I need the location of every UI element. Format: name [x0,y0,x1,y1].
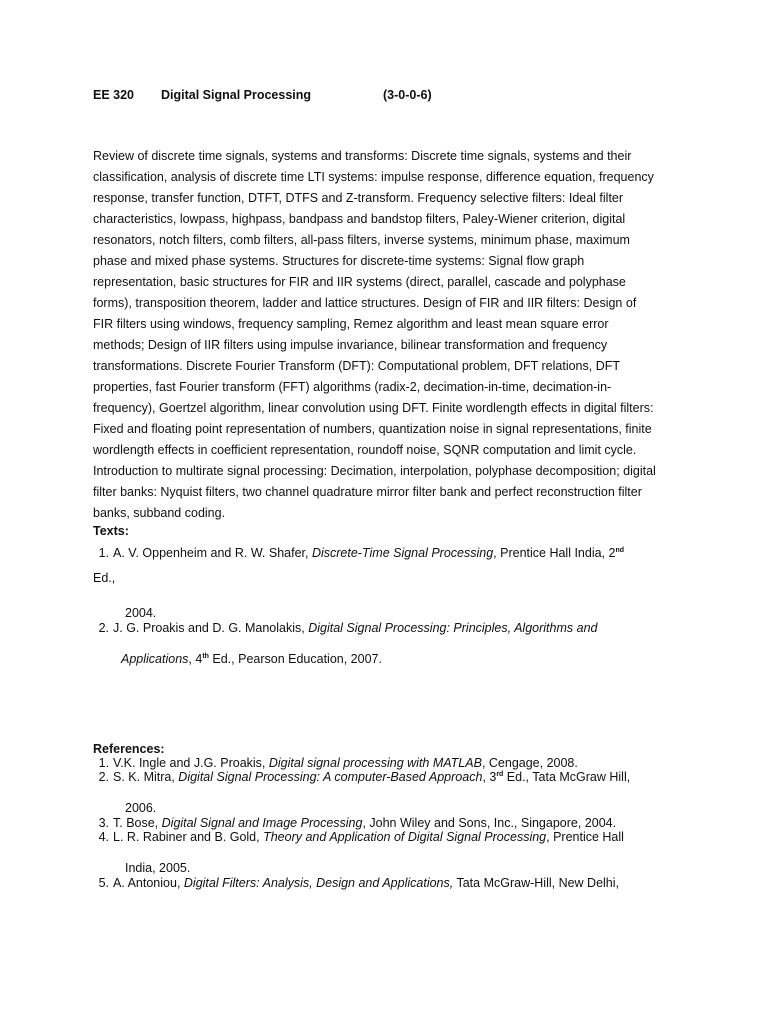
text-item-2 [93,621,597,635]
syllabus-line: forms), transposition theorem, ladder and lattice structures. Design of FIR and IIR filters: Design of [93,296,637,310]
reference-authors: A. Antoniou, [113,876,184,890]
text-item-publisher: , Prentice Hall India, 2 [493,546,616,560]
reference-publisher: , Prentice Hall [546,830,624,844]
reference-number: 2. [98,770,109,784]
syllabus-line: FIR filters using windows, frequency sampling, Remez algorithm and least mean square error [93,317,609,331]
syllabus-line: wordlength effects in coefficient representation, roundoff noise, SQNR computation and limit cycle. [93,443,637,457]
text-item-edition: , 4 [188,652,203,666]
syllabus-line: Fixed and floating point representation of numbers, quantization noise in signal representations, finite [93,422,652,436]
syllabus-line: banks, subband coding. [93,506,226,520]
text-item-authors: J. G. Proakis and D. G. Manolakis, [113,621,309,635]
reference-publisher: Ed., Tata McGraw Hill, [503,770,631,784]
course-credits: (3-0-0-6) [383,88,432,102]
text-item-1-year: 2004. [125,606,157,620]
text-item-book: Discrete-Time Signal Processing [311,546,494,560]
texts-heading: Texts: [93,524,129,538]
text-item-number: 2. [98,621,109,635]
syllabus-line: transformations. Discrete Fourier Transform (DFT): Computational problem, DFT relations, DFT [93,359,620,373]
reference-publisher: , John Wiley and Sons, Inc., Singapore, 2004. [362,816,617,830]
syllabus-line: response, transfer function, DTFT, DTFS and Z-transform. Frequency selective filters: Ideal filter [93,191,624,205]
text-item-1-continued: Ed., [93,571,116,585]
reference-number: 4. [98,830,109,844]
reference-item-3 [93,816,616,830]
text-item-book: Digital Signal Processing: Principles, Algorithms and [308,621,598,635]
text-item-publisher: Ed., Pearson Education, 2007. [208,652,382,666]
reference-publisher: , Cengage, 2008. [481,756,578,770]
reference-book: Digital Signal and Image Processing [161,816,363,830]
reference-book: Digital signal processing with MATLAB [268,756,482,770]
reference-item-2-year: 2006. [125,801,157,815]
reference-book: Theory and Application of Digital Signal Processing [263,830,547,844]
text-item-superscript: nd [615,546,625,554]
syllabus-line: frequency), Goertzel algorithm, linear convolution using DFT. Finite wordlength effects in digital filters: [93,401,654,415]
text-item-authors: A. V. Oppenheim and R. W. Shafer, [113,546,312,560]
syllabus-line: phase and mixed phase systems. Structures for discrete-time systems: Signal flow graph [93,254,585,268]
reference-item-1 [93,756,578,770]
reference-publisher: Tata McGraw-Hill, New Delhi, [453,876,620,890]
syllabus-line: classification, analysis of discrete time LTI systems: impulse response, difference equation, frequency [93,170,654,184]
reference-number: 5. [98,876,109,890]
reference-book: Digital Signal Processing: A computer-Based Approach [178,770,483,784]
reference-item-4 [93,830,624,844]
syllabus-line: filter banks: Nyquist filters, two channel quadrature mirror filter bank and perfect reconstruction filter [93,485,642,499]
text-item-2-continued [121,652,382,666]
syllabus-line: Review of discrete time signals, systems and transforms: Discrete time signals, systems and their [93,149,632,163]
reference-authors: S. K. Mitra, [113,770,179,784]
syllabus-line: characteristics, lowpass, highpass, bandpass and bandstop filters, Paley-Wiener criterion, digital [93,212,626,226]
text-item-number: 1. [98,546,109,560]
course-code: EE 320 [93,88,135,102]
reference-authors: V.K. Ingle and J.G. Proakis, [113,756,269,770]
syllabus-line: representation, basic structures for FIR and IIR systems (direct, parallel, cascade and polyphase [93,275,626,289]
reference-superscript: rd [496,770,504,778]
reference-item-5 [93,876,619,890]
references-heading: References: [93,742,165,756]
syllabus-line: properties, fast Fourier transform (FFT) algorithms (radix-2, decimation-in-time, decimation-in- [93,380,612,394]
course-title: Digital Signal Processing [161,88,312,102]
reference-edition: , 3 [482,770,497,784]
reference-book: Digital Filters: Analysis, Design and Applications, [183,876,454,890]
reference-authors: L. R. Rabiner and B. Gold, [113,830,264,844]
text-item-superscript: th [202,652,209,660]
reference-item-4-continued: India, 2005. [125,861,191,875]
reference-number: 3. [98,816,109,830]
syllabus-line: Introduction to multirate signal processing: Decimation, interpolation, polyphase decomposition; digital [93,464,656,478]
reference-item-2 [93,770,630,784]
reference-authors: T. Bose, [113,816,162,830]
reference-number: 1. [98,756,109,770]
syllabus-line: methods; Design of IIR filters using impulse invariance, bilinear transformation and frequency [93,338,608,352]
text-item-1 [93,546,624,560]
syllabus-paragraph [93,146,683,524]
text-item-book-cont: Applications [121,652,189,666]
syllabus-line: resonators, notch filters, comb filters, all-pass filters, inverse systems, minimum phase, maximum [93,233,630,247]
